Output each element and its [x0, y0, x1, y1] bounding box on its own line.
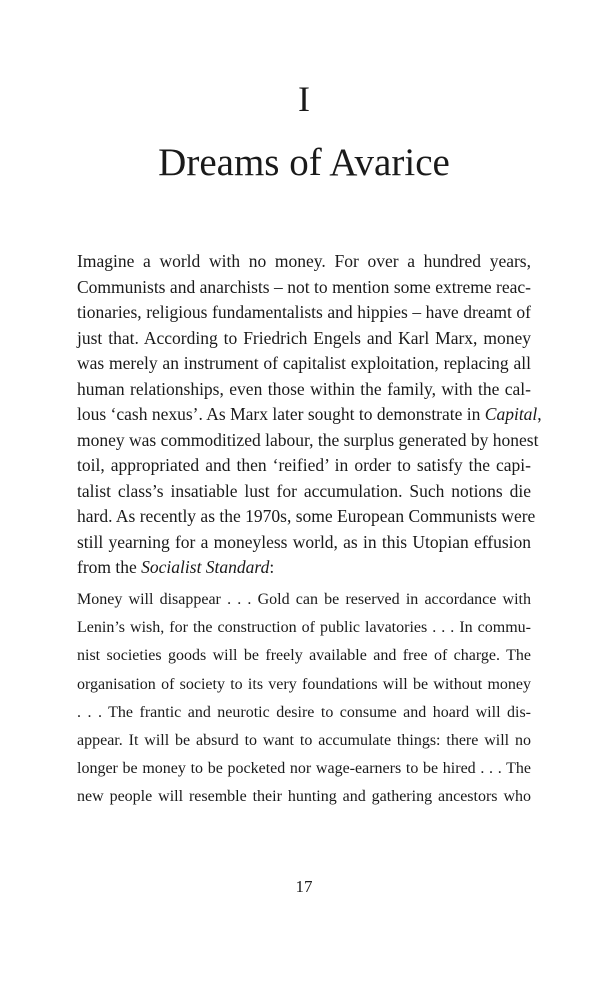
text-line: hard. As recently as the 1970s, some European Communists were [77, 506, 536, 526]
quote-line: Lenin’s wish, for the construction of public lavatories . . . In commu- [77, 619, 531, 637]
text-line: human relationships, even those within the family, with the cal- [77, 378, 531, 399]
quote-line: appear. It will be absurd to want to accumulate things: there will no [77, 732, 531, 750]
quote-line: organisation of society to its very foundations will be without money [77, 675, 531, 693]
chapter-number: I [298, 79, 310, 119]
text-line: Communists and anarchists – not to mention some extreme reac- [77, 276, 531, 297]
text-segment: from the [77, 557, 142, 577]
quote-line: new people will resemble their hunting and gathering ancestors who [77, 788, 531, 806]
text-line: toil, appropriated and then ‘reified’ in order to satisfy the capi- [77, 455, 531, 475]
chapter-title: Dreams of Avarice [158, 141, 450, 184]
quote-line: longer be money to be pocketed nor wage-earners to be hired . . . The [77, 760, 531, 778]
text-line: just that. According to Friedrich Engels and Karl Marx, money [77, 327, 531, 348]
text-segment: : [269, 557, 275, 577]
text-line: money was commoditized labour, the surplus generated by honest [77, 429, 539, 450]
text-line [77, 555, 531, 581]
text-line: still yearning for a moneyless world, as in this Utopian effusion [77, 531, 531, 552]
block-quote [77, 586, 531, 812]
page-number: 17 [295, 877, 313, 896]
text-line: Imagine a world with no money. For over a hundred years, [77, 251, 531, 271]
text-segment: lous ‘cash nexus’. As Marx later sought to demonstrate in [77, 404, 485, 424]
quote-line: nist societies goods will be freely available and free of charge. The [77, 647, 531, 665]
quote-line: Money will disappear . . . Gold can be reserved in accordance with [77, 591, 531, 608]
body-paragraph [77, 249, 542, 581]
book-title-capital: Capital [484, 404, 538, 424]
text-line [77, 402, 542, 428]
text-line: tionaries, religious fundamentalists and hippies – have dreamt of [77, 302, 531, 322]
text-segment: , [537, 404, 542, 424]
quote-line: . . . The frantic and neurotic desire to consume and hoard will dis- [77, 703, 531, 721]
publication-title: Socialist Standard [141, 557, 270, 577]
text-line: was merely an instrument of capitalist exploitation, replacing all [77, 353, 531, 373]
text-line: talist class’s insatiable lust for accumulation. Such notions die [77, 480, 531, 501]
